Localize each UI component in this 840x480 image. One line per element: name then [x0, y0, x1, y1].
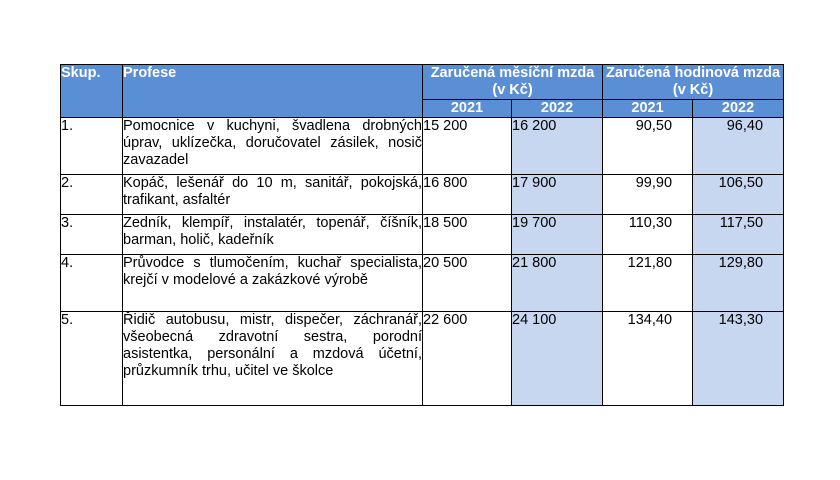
profession-cell: Řidič autobusu, mistr, dispečer, záchranář, všeobecná zdravotní sestra, porodní asistentka, personální a mzdová účetní, průzkumník trhu, učitel ve školce — [123, 312, 423, 406]
group-number: 5. — [61, 312, 123, 406]
group-number: 4. — [61, 255, 123, 312]
header-year: 2021 — [423, 100, 512, 118]
header-year: 2022 — [693, 100, 784, 118]
hourly-2022-cell: 106,50 — [693, 175, 784, 215]
header-year: 2022 — [512, 100, 603, 118]
table-row — [61, 312, 784, 406]
profession-cell: Kopáč, lešenář do 10 m, sanitář, pokojská, trafikant, asfaltér — [123, 175, 423, 215]
hourly-2022-cell: 129,80 — [693, 255, 784, 312]
table-row — [61, 255, 784, 312]
monthly-2021-cell: 18 500 — [423, 215, 512, 255]
profession-cell: Pomocnice v kuchyni, švadlena drobných úprav, uklízečka, doručovatel zásilek, nosič zavazadel — [123, 118, 423, 175]
table-row — [61, 118, 784, 175]
group-number: 1. — [61, 118, 123, 175]
header-profession: Profese — [123, 65, 423, 118]
header-group: Skup. — [61, 65, 123, 118]
hourly-2021-cell: 134,40 — [603, 312, 693, 406]
profession-cell: Průvodce s tlumočením, kuchař specialista, krejčí v modelové a zakázkové výrobě — [123, 255, 423, 312]
table-row — [61, 215, 784, 255]
header-monthly-wage: Zaručená měsíční mzda (v Kč) — [423, 65, 603, 100]
group-number: 2. — [61, 175, 123, 215]
monthly-2021-cell: 15 200 — [423, 118, 512, 175]
monthly-2021-cell: 22 600 — [423, 312, 512, 406]
monthly-2022-cell: 21 800 — [512, 255, 603, 312]
hourly-2022-cell: 143,30 — [693, 312, 784, 406]
hourly-2021-cell: 121,80 — [603, 255, 693, 312]
group-number: 3. — [61, 215, 123, 255]
monthly-2022-cell: 24 100 — [512, 312, 603, 406]
monthly-2022-cell: 16 200 — [512, 118, 603, 175]
hourly-2021-cell: 90,50 — [603, 118, 693, 175]
header-year: 2021 — [603, 100, 693, 118]
hourly-2022-cell: 117,50 — [693, 215, 784, 255]
wage-table — [60, 64, 784, 406]
monthly-2021-cell: 20 500 — [423, 255, 512, 312]
hourly-2021-cell: 110,30 — [603, 215, 693, 255]
hourly-2022-cell: 96,40 — [693, 118, 784, 175]
monthly-2022-cell: 17 900 — [512, 175, 603, 215]
monthly-2021-cell: 16 800 — [423, 175, 512, 215]
profession-cell: Zedník, klempíř, instalatér, topenář, číšník, barman, holič, kadeřník — [123, 215, 423, 255]
table-row — [61, 175, 784, 215]
hourly-2021-cell: 99,90 — [603, 175, 693, 215]
header-hourly-wage: Zaručená hodinová mzda (v Kč) — [603, 65, 784, 100]
monthly-2022-cell: 19 700 — [512, 215, 603, 255]
